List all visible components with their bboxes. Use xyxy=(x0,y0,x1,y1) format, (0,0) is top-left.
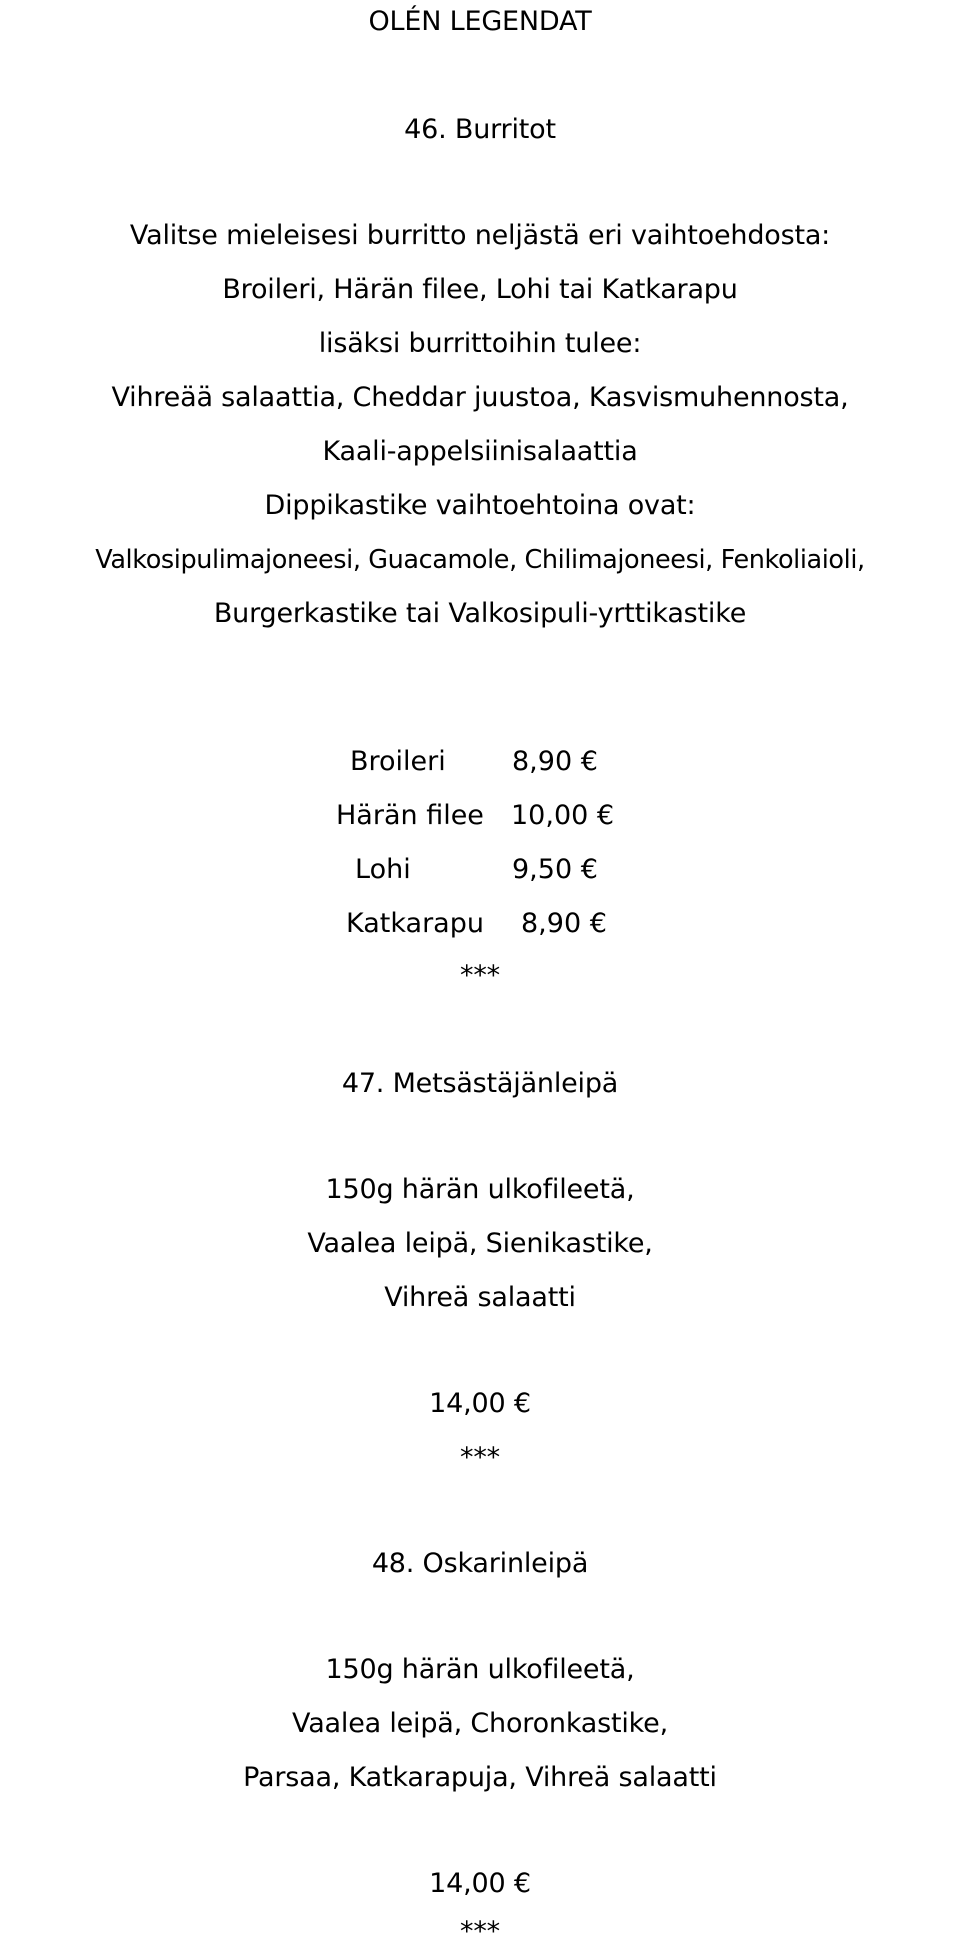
description-line: lisäksi burrittoihin tulee: xyxy=(318,328,642,359)
description-line: Dippikastike vaihtoehtoina ovat: xyxy=(264,490,696,521)
price-item-amount: 10,00 € xyxy=(511,800,615,831)
price-item-name: Lohi xyxy=(355,854,411,885)
price: 14,00 € xyxy=(429,1388,531,1419)
separator: *** xyxy=(460,960,500,991)
price: 14,00 € xyxy=(429,1868,531,1899)
description-line: Vihreä salaatti xyxy=(384,1282,576,1313)
description-line: Kaali-appelsiinisalaattia xyxy=(322,436,638,467)
separator: *** xyxy=(460,1442,500,1473)
section-heading-burritot: 46. Burritot xyxy=(404,114,556,145)
description-line: Vaalea leipä, Sienikastike, xyxy=(307,1228,653,1259)
description-line: 150g härän ulkofileetä, xyxy=(325,1654,635,1685)
description-line: Burgerkastike tai Valkosipuli-yrttikastike xyxy=(213,598,747,629)
price-item-amount: 8,90 € xyxy=(521,908,607,939)
price-item-amount: 8,90 € xyxy=(512,746,598,777)
section-heading-oskarinleipa: 48. Oskarinleipä xyxy=(371,1548,589,1579)
description-line: 150g härän ulkofileetä, xyxy=(325,1174,635,1205)
description-line: Parsaa, Katkarapuja, Vihreä salaatti xyxy=(243,1762,717,1793)
price-item-name: Härän filee xyxy=(336,800,484,831)
separator: *** xyxy=(460,1916,500,1947)
price-item-name: Broileri xyxy=(350,746,446,777)
description-line: Vaalea leipä, Choronkastike, xyxy=(292,1708,668,1739)
description-line: Broileri, Härän filee, Lohi tai Katkarapu xyxy=(222,274,738,305)
price-item-amount: 9,50 € xyxy=(512,854,598,885)
description-line: Vihreää salaattia, Cheddar juustoa, Kasvismuhennosta, xyxy=(111,382,849,413)
section-heading-metsastajanleipa: 47. Metsästäjänleipä xyxy=(341,1068,619,1099)
price-item-name: Katkarapu xyxy=(346,908,484,939)
menu-title: OLÉN LEGENDAT xyxy=(368,6,592,37)
description-line: Valitse mieleisesi burritto neljästä eri vaihtoehdosta: xyxy=(129,220,831,251)
description-line: Valkosipulimajoneesi, Guacamole, Chilimajoneesi, Fenkoliaioli, xyxy=(95,545,865,575)
